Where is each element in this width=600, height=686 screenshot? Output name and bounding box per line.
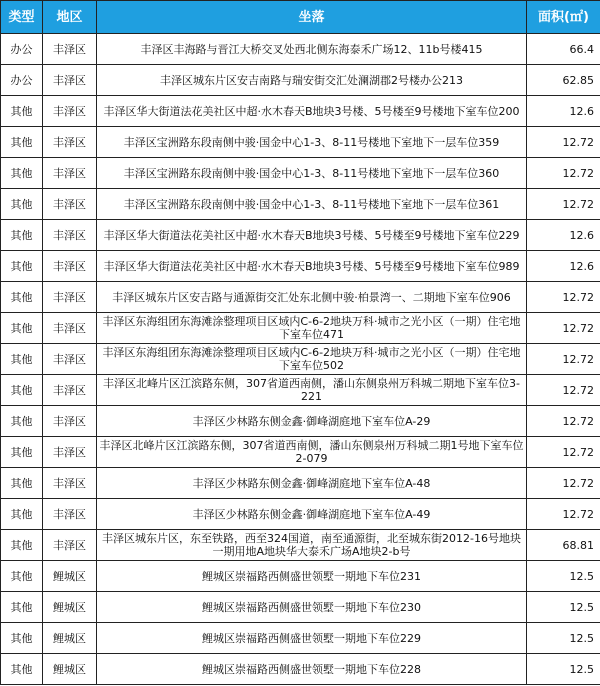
cell-size: 12.5: [527, 592, 600, 623]
table-row: [1, 375, 600, 406]
cell-type: 其他: [1, 499, 43, 530]
table-row: [1, 623, 600, 654]
table-row: [1, 189, 600, 220]
cell-location: 丰泽区宝洲路东段南侧中骏·国金中心1-3、8-11号楼地下室地下一层车位361: [97, 189, 527, 220]
cell-type: 其他: [1, 375, 43, 406]
cell-size: 68.81: [527, 530, 600, 561]
cell-location: 丰泽区城东片区安吉南路与瑞安街交汇处澜湖郡2号楼办公213: [97, 65, 527, 96]
cell-type: 其他: [1, 561, 43, 592]
cell-type: 其他: [1, 437, 43, 468]
cell-size: 12.72: [527, 437, 600, 468]
cell-district: 丰泽区: [43, 375, 97, 406]
header-size: 面积(㎡): [527, 1, 600, 34]
cell-district: 丰泽区: [43, 499, 97, 530]
table-row: [1, 344, 600, 375]
header-district: 地区: [43, 1, 97, 34]
cell-size: 12.72: [527, 499, 600, 530]
table-row: [1, 468, 600, 499]
cell-location: 丰泽区丰海路与晋江大桥交叉处西北侧东海泰禾广场12、11b号楼415: [97, 34, 527, 65]
cell-size: 62.85: [527, 65, 600, 96]
cell-location: 丰泽区宝洲路东段南侧中骏·国金中心1-3、8-11号楼地下室地下一层车位359: [97, 127, 527, 158]
cell-type: 其他: [1, 623, 43, 654]
table-row: [1, 561, 600, 592]
table-row: [1, 34, 600, 65]
cell-district: 鲤城区: [43, 592, 97, 623]
cell-type: 其他: [1, 530, 43, 561]
cell-district: 丰泽区: [43, 313, 97, 344]
cell-location: 丰泽区少林路东侧金鑫·御峰湖庭地下室车位A-48: [97, 468, 527, 499]
table-row: [1, 499, 600, 530]
table-header-row: [1, 1, 600, 34]
cell-district: 丰泽区: [43, 251, 97, 282]
cell-location: 丰泽区华大街道法花美社区中超·水木春天B地块3号楼、5号楼至9号楼地下室车位989: [97, 251, 527, 282]
cell-size: 12.6: [527, 96, 600, 127]
cell-type: 其他: [1, 468, 43, 499]
cell-district: 鲤城区: [43, 561, 97, 592]
header-type: 类型: [1, 1, 43, 34]
table-row: [1, 65, 600, 96]
cell-location: 丰泽区城东片区安吉路与通源街交汇处东北侧中骏·柏景湾一、二期地下室车位906: [97, 282, 527, 313]
cell-location: 丰泽区少林路东侧金鑫·御峰湖庭地下室车位A-29: [97, 406, 527, 437]
cell-type: 其他: [1, 220, 43, 251]
table-row: [1, 592, 600, 623]
cell-district: 丰泽区: [43, 65, 97, 96]
table-row: [1, 437, 600, 468]
cell-size: 12.72: [527, 468, 600, 499]
table-row: [1, 313, 600, 344]
cell-location: 丰泽区少林路东侧金鑫·御峰湖庭地下室车位A-49: [97, 499, 527, 530]
table-row: [1, 96, 600, 127]
table-body: [1, 34, 600, 685]
cell-location: 丰泽区北峰片区江滨路东侧，307省道西南侧，潘山东侧泉州万科城二期地下室车位3-221: [97, 375, 527, 406]
cell-size: 12.5: [527, 654, 600, 685]
cell-size: 12.72: [527, 127, 600, 158]
cell-district: 丰泽区: [43, 127, 97, 158]
cell-district: 丰泽区: [43, 406, 97, 437]
cell-district: 丰泽区: [43, 344, 97, 375]
cell-district: 丰泽区: [43, 282, 97, 313]
cell-location: 鲤城区崇福路西侧盛世领墅一期地下车位229: [97, 623, 527, 654]
cell-district: 丰泽区: [43, 158, 97, 189]
cell-type: 其他: [1, 313, 43, 344]
cell-location: 丰泽区华大街道法花美社区中超·水木春天B地块3号楼、5号楼至9号楼地下室车位200: [97, 96, 527, 127]
table-row: [1, 654, 600, 685]
cell-type: 其他: [1, 592, 43, 623]
cell-location: 丰泽区城东片区，东至铁路，西至324国道，南至通源街，北至城东街2012-16号地块一期用地A地块华大泰禾广场A地块2-b号: [97, 530, 527, 561]
cell-type: 其他: [1, 127, 43, 158]
cell-district: 鲤城区: [43, 654, 97, 685]
cell-location: 丰泽区宝洲路东段南侧中骏·国金中心1-3、8-11号楼地下室地下一层车位360: [97, 158, 527, 189]
cell-district: 丰泽区: [43, 34, 97, 65]
cell-size: 12.6: [527, 251, 600, 282]
cell-district: 丰泽区: [43, 189, 97, 220]
cell-location: 鲤城区崇福路西侧盛世领墅一期地下车位228: [97, 654, 527, 685]
cell-district: 鲤城区: [43, 623, 97, 654]
cell-size: 12.72: [527, 158, 600, 189]
cell-size: 12.5: [527, 623, 600, 654]
cell-size: 66.4: [527, 34, 600, 65]
table-row: [1, 158, 600, 189]
table-row: [1, 282, 600, 313]
cell-size: 12.5: [527, 561, 600, 592]
cell-location: 鲤城区崇福路西侧盛世领墅一期地下车位230: [97, 592, 527, 623]
cell-type: 其他: [1, 344, 43, 375]
cell-size: 12.72: [527, 282, 600, 313]
cell-location: 丰泽区北峰片区江滨路东侧，307省道西南侧，潘山东侧泉州万科城二期1号地下室车位2-079: [97, 437, 527, 468]
cell-size: 12.72: [527, 189, 600, 220]
cell-type: 其他: [1, 406, 43, 437]
cell-location: 丰泽区华大街道法花美社区中超·水木春天B地块3号楼、5号楼至9号楼地下室车位229: [97, 220, 527, 251]
cell-district: 丰泽区: [43, 468, 97, 499]
table-row: [1, 406, 600, 437]
cell-type: 办公: [1, 34, 43, 65]
cell-type: 其他: [1, 189, 43, 220]
cell-location: 丰泽区东海组团东海滩涂整理项目区域内C-6-2地块万科·城市之光小区（一期）住宅地下室车位471: [97, 313, 527, 344]
cell-size: 12.72: [527, 406, 600, 437]
cell-district: 丰泽区: [43, 220, 97, 251]
cell-location: 鲤城区崇福路西侧盛世领墅一期地下车位231: [97, 561, 527, 592]
cell-size: 12.72: [527, 313, 600, 344]
cell-type: 其他: [1, 282, 43, 313]
cell-district: 丰泽区: [43, 530, 97, 561]
cell-district: 丰泽区: [43, 96, 97, 127]
cell-type: 其他: [1, 96, 43, 127]
header-location: 坐落: [97, 1, 527, 34]
cell-size: 12.72: [527, 375, 600, 406]
cell-size: 12.72: [527, 344, 600, 375]
table-row: [1, 251, 600, 282]
cell-type: 其他: [1, 251, 43, 282]
cell-size: 12.6: [527, 220, 600, 251]
cell-type: 其他: [1, 158, 43, 189]
table-row: [1, 127, 600, 158]
cell-type: 办公: [1, 65, 43, 96]
cell-type: 其他: [1, 654, 43, 685]
table-row: [1, 220, 600, 251]
cell-location: 丰泽区东海组团东海滩涂整理项目区域内C-6-2地块万科·城市之光小区（一期）住宅地下室车位502: [97, 344, 527, 375]
cell-district: 丰泽区: [43, 437, 97, 468]
table-row: [1, 530, 600, 561]
